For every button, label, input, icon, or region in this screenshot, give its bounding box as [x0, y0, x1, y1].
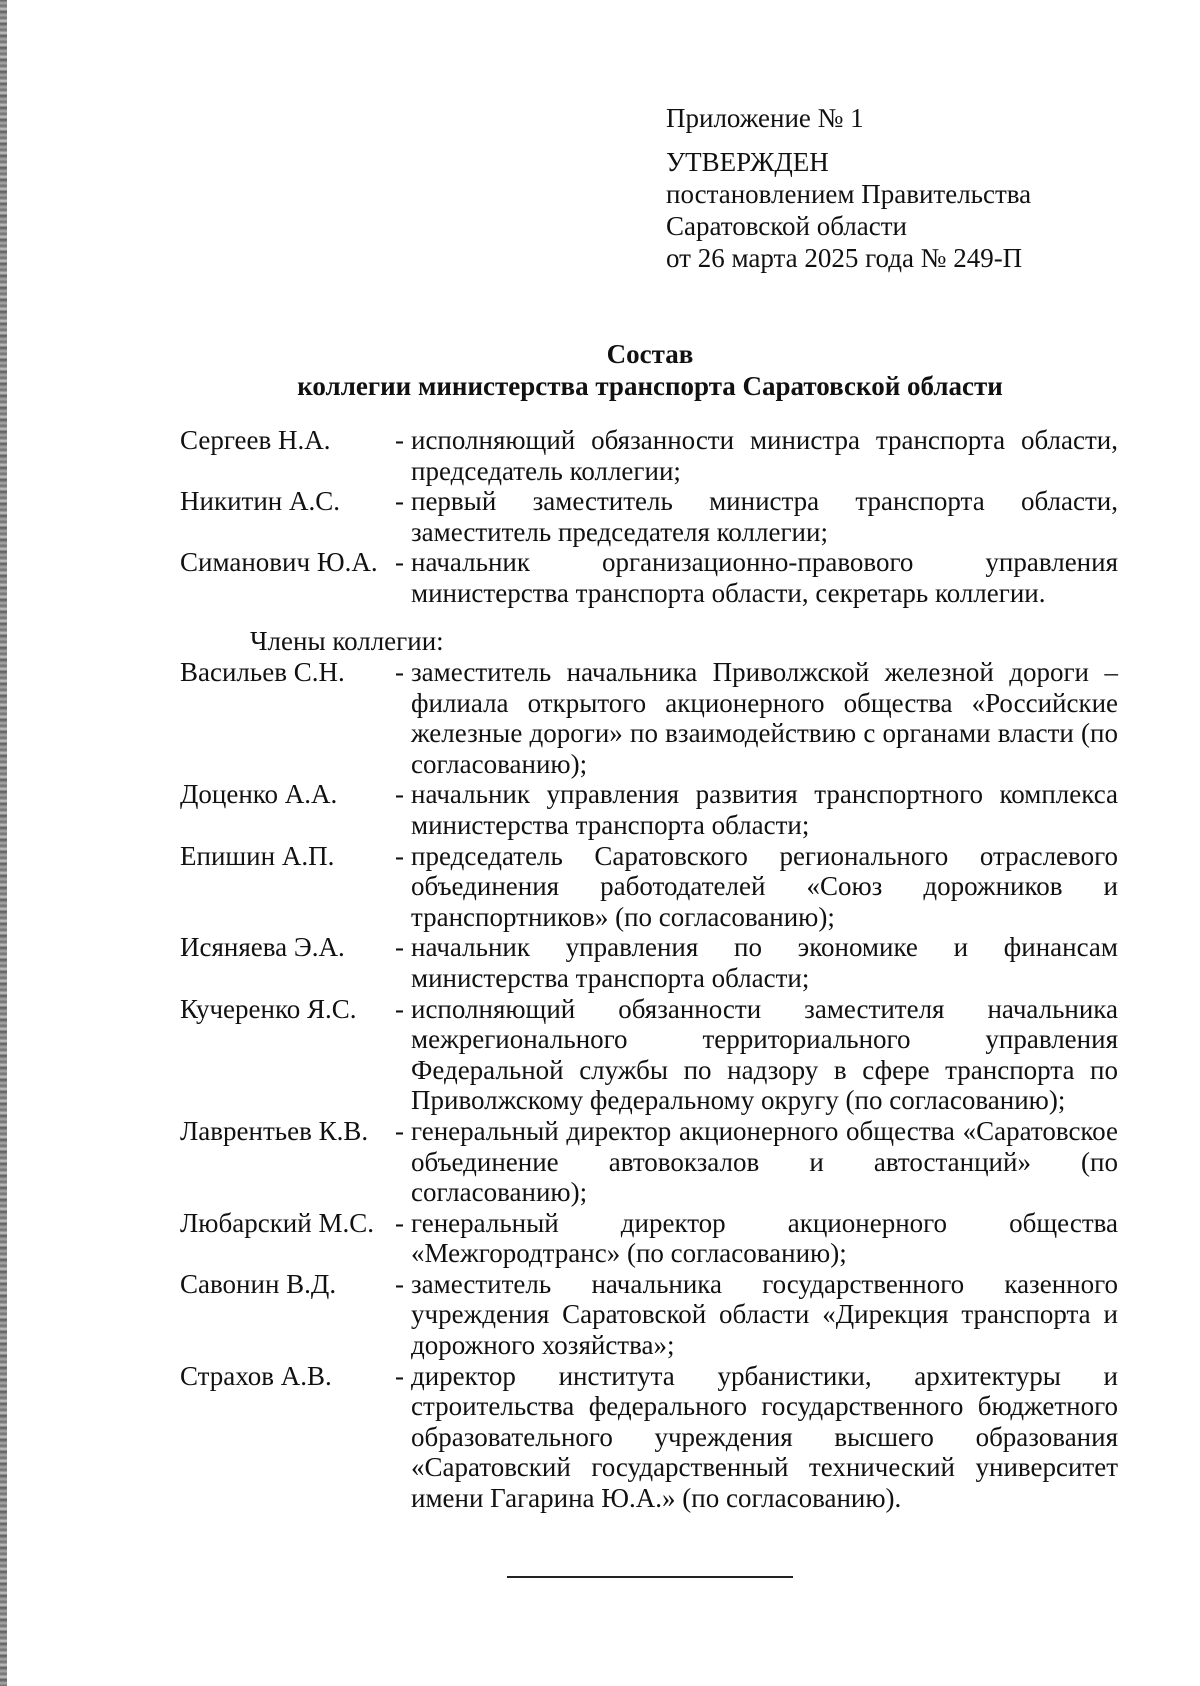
list-item [180, 779, 1118, 840]
member-name: Сергеев Н.А. [180, 425, 331, 455]
list-item [180, 486, 1118, 547]
member-role: - первый заместитель министра транспорта области, заместитель председателя коллегии; [395, 486, 1118, 547]
member-role: - генеральный директор акционерного общества «Саратовское объединение автовокзалов и автостанций» (по согласованию); [395, 1115, 1118, 1208]
list-item [180, 657, 1118, 779]
member-name: Страхов А.В. [180, 1360, 332, 1391]
member-name: Никитин А.С. [180, 486, 340, 517]
member-role: - заместитель начальника Приволжской железной дороги – филиала открытого акционерного общества «Российские железные дороги» по взаимодействию с органами власти (по согласованию); [395, 657, 1118, 779]
list-item [180, 932, 1118, 993]
list-item [180, 547, 1118, 608]
list-item [180, 425, 1118, 486]
list-item [180, 1269, 1118, 1361]
members-heading: Члены коллегии: [250, 626, 444, 656]
member-name: Исяняева Э.А. [180, 932, 345, 963]
scan-edge [0, 0, 7, 1686]
member-name: Васильев С.Н. [180, 657, 345, 687]
end-divider [507, 1576, 793, 1578]
member-role: - исполняющий обязанности заместителя начальника межрегионального территориального управления Федеральной службы по надзору в сфере транспорта по Приволжскому федеральному округу (по согласованию); [395, 993, 1118, 1116]
member-role: - начальник управления развития транспортного комплекса министерства транспорта области; [395, 779, 1118, 840]
member-name: Савонин В.Д. [180, 1268, 337, 1299]
member-name: Доценко А.А. [180, 779, 338, 810]
decree-line: постановлением Правительства [666, 179, 1032, 209]
member-role: - начальник организационно-правового управления министерства транспорта области, секретарь коллегии. [395, 547, 1118, 608]
members-list [180, 657, 1118, 1514]
member-name: Кучеренко Я.С. [180, 993, 357, 1024]
document-title [180, 338, 1120, 402]
list-item [180, 994, 1118, 1116]
appendix-number: Приложение № 1 [666, 103, 864, 133]
member-name: Епишин А.П. [180, 840, 335, 871]
approved-label: УТВЕРЖДЕН [666, 147, 829, 177]
decree-line: Саратовской области [666, 211, 907, 241]
member-role: - исполняющий обязанности министра транспорта области, председатель коллегии; [395, 425, 1118, 486]
list-item [180, 841, 1118, 933]
title-line: Состав [606, 339, 694, 369]
approval-header [666, 102, 1146, 274]
member-role: - заместитель начальника государственного казенного учреждения Саратовской области «Дирекция транспорта и дорожного хозяйства»; [395, 1268, 1118, 1361]
decree-line: от 26 марта 2025 года № 249-П [666, 243, 1023, 273]
list-item [180, 1116, 1118, 1208]
member-name: Лаврентьев К.В. [180, 1115, 369, 1146]
member-role: - генеральный директор акционерного общества «Межгородтранс» (по согласованию); [395, 1207, 1118, 1269]
member-role: - директор института урбанистики, архитектуры и строительства федерального государственного бюджетного образовательного учреждения высшего образования «Саратовский государственный технический университет имени Гагарина Ю.А.» (по согласованию). [395, 1360, 1118, 1514]
leadership-list [180, 425, 1118, 609]
list-item [180, 1361, 1118, 1514]
member-name: Любарский М.С. [180, 1207, 374, 1238]
member-role: - начальник управления по экономике и финансам министерства транспорта области; [395, 932, 1118, 993]
member-role: - председатель Саратовского регионального отраслевого объединения работодателей «Союз дорожников и транспортников» (по согласованию); [395, 840, 1118, 932]
member-name: Симанович Ю.А. [180, 547, 378, 578]
title-line: коллегии министерства транспорта Саратовской области [297, 371, 1003, 401]
list-item [180, 1208, 1118, 1269]
